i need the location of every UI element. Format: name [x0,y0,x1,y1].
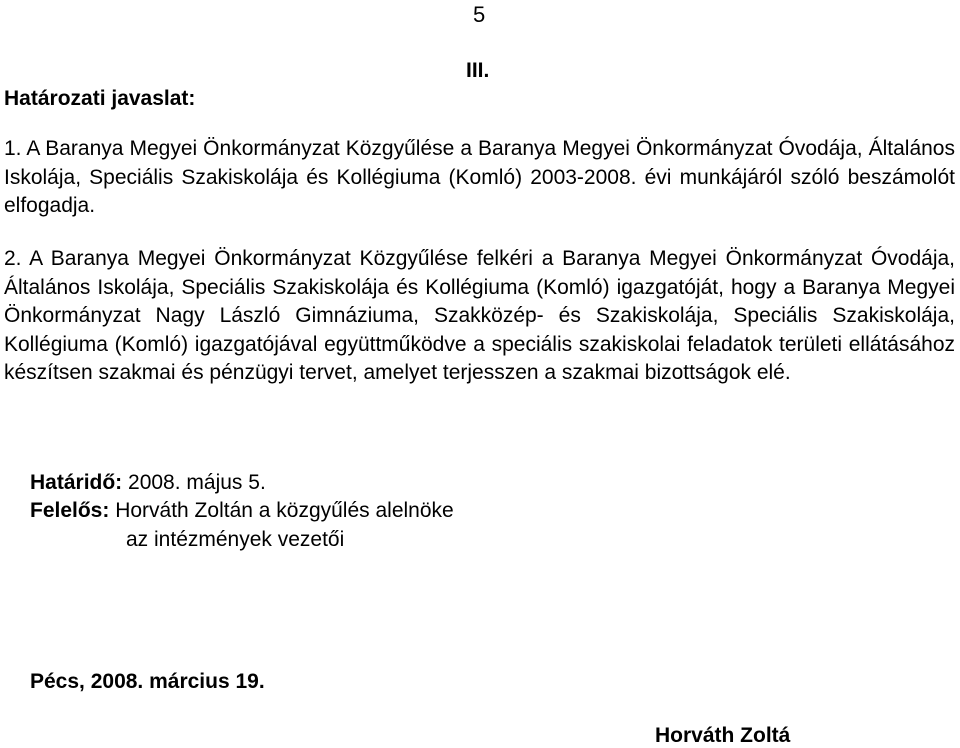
signature-name: Horváth Zoltá [655,724,791,747]
resolution-item-1 [4,135,955,221]
resolution-heading: Határozati javaslat: [4,87,196,110]
deadline-label: Határidő: [30,471,123,494]
responsible-value: Horváth Zoltán a közgyűlés alelnöke [109,499,454,522]
responsible [30,499,454,523]
section-number: III. [466,59,490,82]
responsible-value-2: az intézmények vezetői [126,528,345,551]
item-text: A Baranya Megyei Önkormányzat Közgyűlése a Baranya Megyei Önkormányzat Óvodája, Általános Iskolája, Speciális Szakiskolája és Kollégiuma (Komló) 2003-2008. évi munkájáról szóló beszámolót elfogadja. [4,137,955,217]
place-date: Pécs, 2008. március 19. [30,670,265,693]
resolution-item-2 [4,245,955,388]
deadline [30,471,266,495]
item-number: 2. [4,247,22,270]
item-text: A Baranya Megyei Önkormányzat Közgyűlése felkéri a Baranya Megyei Önkormányzat Óvodája, Általános Iskolája, Speciális Szakiskolája és Kollégiuma (Komló) igazgatóját, hogy a Baranya Megyei Önkormányzat Nagy László Gimnáziuma, Szakközép- és Szakiskolája, Speciális Szakiskolája, Kollégiuma (Komló) igazgatójával együttműködve a speciális szakiskolai feladatok területi ellátásához készítsen szakmai és pénzügyi tervet, amelyet terjesszen a szakmai bizottságok elé. [4,247,955,384]
responsible-label: Felelős: [30,499,110,522]
deadline-value: 2008. május 5. [122,471,266,494]
page-number: 5 [473,2,486,27]
item-number: 1. [4,137,22,160]
